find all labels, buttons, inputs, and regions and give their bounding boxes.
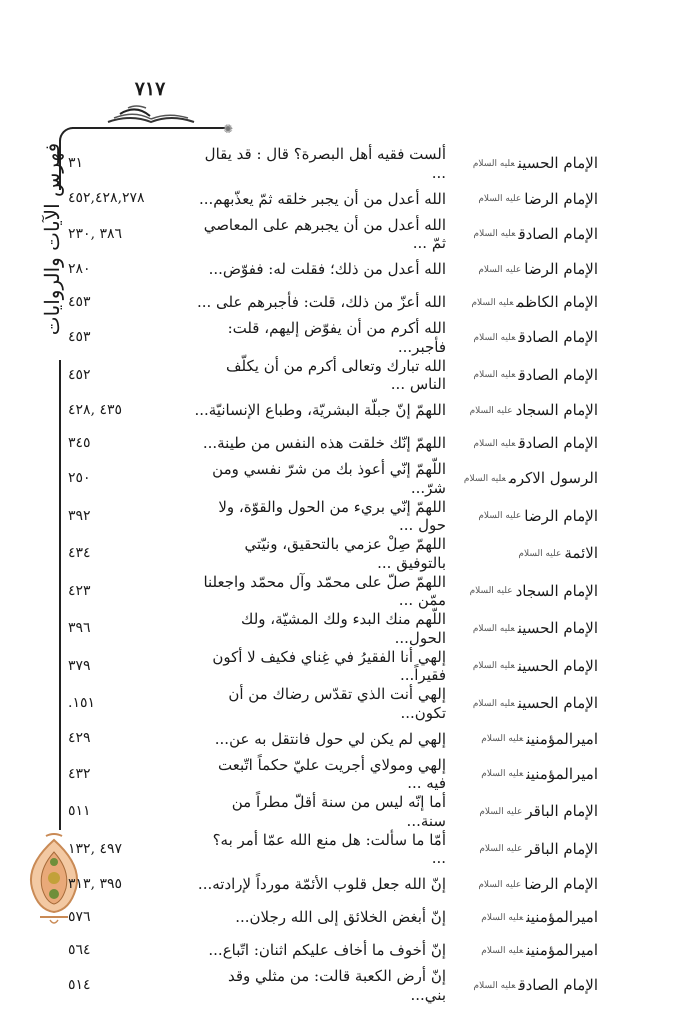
index-row: [0, 648, 700, 686]
narration-text: إلهي لم يكن لي حول فانتقل به عن...: [214, 729, 446, 748]
index-row: [0, 183, 700, 216]
page-references-cell: [68, 803, 186, 821]
narrator-label: الإمام الصادق: [518, 224, 598, 243]
narration-text: إلهي ومولاي أجريت عليّ حكماً اتّبعت فيه ...: [218, 755, 446, 793]
honorific-symbol: عليه السلام: [481, 912, 524, 923]
page-references: ١٥١.: [68, 695, 96, 711]
narration-text: اللّهمّ إنّي أعوذ بك من شرّ نفسي ومن شرّ...: [212, 460, 446, 497]
narration-text: الله أعدل من أن يجبر خلقه ثمّ يعذّبهم...: [199, 189, 446, 208]
page-references-cell: [68, 942, 186, 960]
narrator-label: الإمام السجاد: [515, 581, 598, 600]
index-row: [0, 286, 700, 319]
page-references-cell: [68, 508, 186, 526]
narration-text: اللهمّ إنّي بريء من الحول والقوّة، ولا حول ...: [218, 497, 446, 535]
narrator-label: الإمام الرضا: [524, 260, 598, 279]
narrator-label: الإمام الباقر: [525, 802, 598, 821]
page-references-cell: [68, 583, 186, 601]
narration-text: الله تبارك وتعالى أكرم من أن يكلّف الناس ...: [226, 356, 446, 394]
page-references: ٤٥٣: [68, 329, 91, 345]
narrator-name: [452, 582, 598, 601]
page-references-cell: [68, 226, 186, 244]
page-references-cell: [68, 876, 186, 894]
page-references-cell: [68, 658, 186, 676]
narrator-label: الإمام الرضا: [524, 189, 598, 208]
narration-text: إنّ الله جعل قلوب الأئمّة مورداً لإرادته...: [197, 875, 446, 894]
narration-text: إنّ أخوف ما أخاف عليكم اثنان: اتّباع...: [208, 941, 446, 960]
narration-text: اللهمّ صلّ على محمّد وآل محمّد واجعلنا ممّن ...: [203, 572, 446, 610]
narrator-name: [452, 976, 598, 995]
honorific-symbol: عليه السلام: [472, 698, 515, 709]
page-references-cell: [68, 620, 186, 638]
narrator-name: [452, 225, 598, 244]
honorific-symbol: عليه السلام: [463, 473, 506, 484]
page-references: ٤٣٥ ,٤٢٨: [68, 401, 123, 418]
honorific-symbol: عليه السلام: [471, 297, 514, 308]
honorific-symbol: عليه السلام: [479, 844, 523, 855]
narrator-name: [452, 765, 598, 784]
page-references: ٢٨٠: [68, 260, 91, 277]
page-references-cell: [68, 294, 186, 312]
index-row: [0, 610, 700, 648]
narrator-label: اميرالمؤمنين: [526, 908, 598, 927]
narrator-name: [452, 619, 598, 638]
honorific-symbol: عليه السلام: [481, 945, 524, 956]
narrator-label: الإمام الحسين: [517, 656, 598, 675]
side-title: فهرس الآيات والروايات: [40, 142, 64, 336]
index-row: [0, 831, 700, 869]
page-references: ٥١١: [68, 803, 91, 819]
honorific-symbol: عليه السلام: [518, 548, 562, 559]
page-references-cell: [68, 367, 186, 385]
honorific-symbol: عليه السلام: [473, 229, 516, 240]
honorific-symbol: عليه السلام: [473, 332, 516, 343]
narration-text: الله أكرم من أن يفوّض إليهم، قلت: فأجبر...: [227, 319, 446, 356]
index-row: [0, 756, 700, 794]
index-row: [0, 216, 700, 254]
narration-text: أما إنّه ليس من سنة أقلّ مطراً من سنة...: [231, 793, 446, 830]
narrator-name: [452, 730, 598, 749]
narrator-name: [452, 401, 598, 420]
narrator-label: الإمام الصادق: [518, 434, 598, 453]
narration-text: إلهي أنا الفقيرُ في غِناي فكيف لا أكون فقيراً...: [212, 647, 446, 685]
page-references: ٢٥٠: [68, 470, 91, 486]
narrator-label: الإمام الصادق: [518, 976, 598, 995]
narrator-name: [452, 469, 598, 488]
page-references: ٤٥٢,٤٢٨,٢٧٨: [68, 190, 145, 207]
page-references-cell: [68, 402, 186, 420]
index-row: [0, 793, 700, 831]
page-references: ٤٣٤: [68, 545, 91, 561]
narrator-name: [452, 657, 598, 676]
honorific-symbol: عليه السلام: [478, 879, 522, 890]
honorific-symbol: عليه السلام: [478, 264, 522, 275]
star-ornament-icon: ✺: [223, 122, 234, 136]
page-references-cell: [68, 329, 186, 347]
index-row: [0, 394, 700, 427]
index-row: [0, 723, 700, 756]
page-references: ٤٥٣: [68, 293, 91, 310]
narrator-label: الإمام الصادق: [518, 328, 598, 347]
narrator-name: [452, 908, 598, 927]
narrator-label: الإمام الرضا: [524, 506, 598, 525]
index-row: [0, 573, 700, 611]
page-references-cell: [68, 977, 186, 995]
index-row: [0, 357, 700, 395]
page-references-cell: [68, 545, 186, 563]
index-row: [0, 685, 700, 723]
narration-text: اللهمّ إنّك خلقت هذه النفس من طينة...: [202, 434, 446, 453]
page-references-cell: [68, 841, 186, 859]
honorific-symbol: عليه السلام: [479, 806, 523, 817]
index-table: [0, 145, 700, 1005]
page-references: ٥١٤: [68, 977, 91, 993]
index-row: [0, 868, 700, 901]
narration-text: اللهمّ إنّ جبلّة البشريّة، وطباع الإنسانيّة...: [194, 401, 446, 420]
index-row: [0, 535, 700, 573]
page-references: ٤٥٢: [68, 366, 91, 383]
page-references: ٥٧٦: [68, 908, 91, 925]
narrator-label: الإمام الحسين: [517, 154, 598, 173]
index-row: [0, 934, 700, 967]
narrator-label: اميرالمؤمنين: [526, 729, 598, 748]
page-references: ٤٣٢: [68, 765, 91, 782]
page-references: ٣١: [68, 155, 84, 171]
index-row: [0, 498, 700, 536]
narrator-name: [452, 544, 598, 563]
index-row: [0, 253, 700, 286]
page-references-cell: [68, 695, 186, 713]
open-book-icon: [106, 100, 196, 126]
page-references: ٣٩٢: [68, 507, 91, 524]
honorific-symbol: عليه السلام: [473, 980, 516, 991]
index-row: [0, 967, 700, 1005]
narrator-label: الإمام السجاد: [515, 401, 598, 420]
narrator-name: [452, 840, 598, 859]
page-references-cell: [68, 261, 186, 279]
page-references-cell: [68, 190, 186, 208]
narrator-label: الإمام الحسين: [517, 619, 598, 638]
header-rule: [72, 127, 225, 129]
narrator-label: الائمة: [564, 544, 598, 563]
honorific-symbol: عليه السلام: [478, 511, 522, 522]
narrator-name: [452, 694, 598, 713]
narrator-label: الإمام الصادق: [518, 365, 598, 384]
narrator-name: [452, 507, 598, 526]
narration-text: الله أعزّ من ذلك، قلت: فأجبرهم على ...: [196, 293, 446, 312]
narrator-label: اميرالمؤمنين: [526, 764, 598, 783]
honorific-symbol: عليه السلام: [478, 194, 522, 204]
page-references: ٤٢٣: [68, 582, 91, 599]
page-references: ٣٧٩: [68, 657, 91, 674]
narration-text: إلهي أنت الذي تقدّس رضاك من أن تكون...: [228, 685, 446, 722]
narrator-label: الإمام الكاظم: [516, 293, 598, 312]
honorific-symbol: عليه السلام: [472, 623, 515, 634]
narration-text: إنّ أبغض الخلائق إلى الله رجلان...: [235, 908, 446, 927]
honorific-symbol: عليه السلام: [472, 158, 515, 169]
honorific-symbol: عليه السلام: [469, 586, 513, 597]
narrator-name: [452, 154, 598, 173]
narrator-label: اميرالمؤمنين: [526, 941, 598, 960]
narrator-label: الإمام الباقر: [525, 839, 598, 858]
narrator-name: [452, 434, 598, 453]
narrator-label: الإمام الحسين: [517, 694, 598, 713]
page-number: ٧١٧: [134, 78, 166, 100]
index-row: [0, 319, 700, 357]
page-references-cell: [68, 730, 186, 748]
index-row: [0, 460, 700, 498]
narration-text: الله أعدل من ذلك؛ فقلت له: ففوّض...: [208, 260, 446, 279]
narration-text: أمّا ما سألت: هل منع الله عمّا أمر به؟ ...: [212, 830, 446, 868]
honorific-symbol: عليه السلام: [469, 405, 513, 416]
page-references: ٣٤٥: [68, 434, 91, 451]
honorific-symbol: عليه السلام: [481, 769, 524, 780]
index-row: [0, 427, 700, 460]
honorific-symbol: عليه السلام: [473, 438, 516, 449]
page-references: ٥٦٤: [68, 941, 91, 958]
index-row: [0, 901, 700, 934]
narrator-label: الرسول الاكرم: [508, 469, 598, 488]
page-references-cell: [68, 470, 186, 488]
narration-text: إنّ أرض الكعبة قالت: من مثلي وقد بني...: [227, 967, 446, 1004]
page-references-cell: [68, 155, 186, 173]
page-references: ٣٩٥ ,٣١٣: [68, 875, 123, 892]
page-references: ٤٢٩: [68, 730, 91, 747]
page-references-cell: [68, 435, 186, 453]
page-references: ٣٨٦ ,٢٣٠: [68, 225, 123, 242]
honorific-symbol: عليه السلام: [481, 734, 524, 744]
page-references: ٣٩٦: [68, 620, 91, 636]
narrator-label: الإمام الرضا: [524, 875, 598, 894]
narrator-name: [452, 293, 598, 312]
narrator-name: [452, 941, 598, 960]
honorific-symbol: عليه السلام: [472, 661, 515, 672]
narrator-name: [452, 366, 598, 385]
page-references-cell: [68, 909, 186, 927]
page-references: ٤٩٧ ,١٣٢: [68, 840, 123, 857]
narrator-name: [452, 328, 598, 347]
narration-text: اللهمّ صِلْ عزمي بالتحقيق، ونيّتي بالتوفيق ...: [244, 535, 446, 572]
honorific-symbol: عليه السلام: [473, 370, 516, 381]
narrator-name: [452, 190, 598, 209]
narrator-name: [452, 802, 598, 821]
index-row: [0, 145, 700, 183]
narrator-name: [452, 875, 598, 894]
page-references-cell: [68, 766, 186, 784]
narration-text: اللّهم منك البدء ولك المشيّة، ولك الحول...: [241, 610, 446, 647]
narration-text: ألست فقيه أهل البصرة؟ قال : قد يقال ...: [204, 145, 446, 182]
narrator-name: [452, 260, 598, 279]
narration-text: الله أعدل من أن يجبرهم على المعاصي ثمّ ...: [203, 215, 446, 253]
